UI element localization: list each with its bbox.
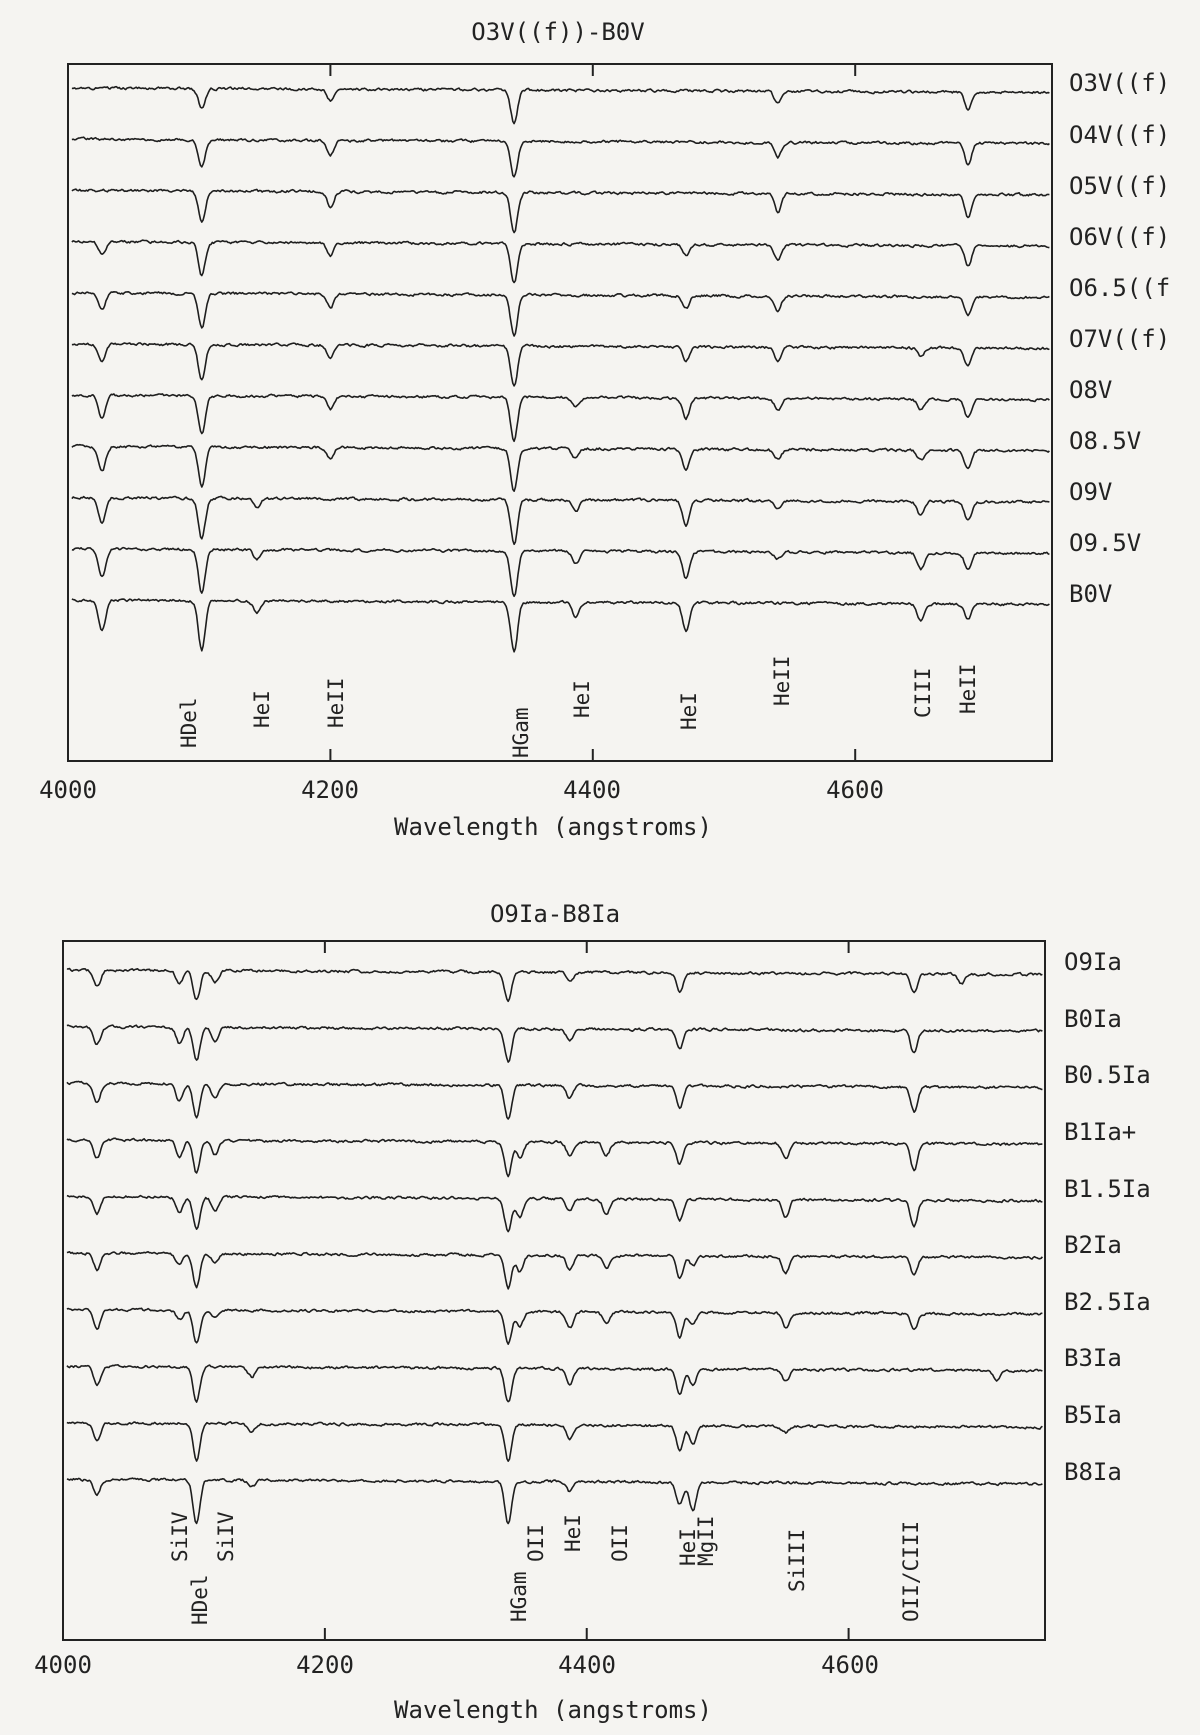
bottom-spectrum-trace-b2-5ia [67,1308,1043,1344]
bottom-x-axis-label: Wavelength (angstroms) [394,1696,712,1724]
top-spectrum-trace-o8v [72,394,1050,441]
bottom-spectrum-label-b2-5ia: B2.5Ia [1064,1288,1151,1316]
top-spectrum-trace-o3v-f [72,87,1050,124]
bottom-spectrum-label-b2ia: B2Ia [1064,1231,1122,1259]
top-line-id-hei-4144: HeI [250,690,274,728]
bottom-line-id-hdel: HDel [188,1574,212,1625]
bottom-spectrum-trace-b0-5ia [67,1081,1043,1119]
top-spectrum-label-o4v: O4V((f) [1069,121,1171,149]
top-spectrum-trace-o8-5v [72,445,1050,492]
top-spectrum-label-o6-5: O6.5((f [1069,274,1171,302]
bottom-spectrum-trace-b2ia [67,1252,1043,1289]
bottom-line-id-hei-4471: HeI [676,1528,700,1566]
top-spectrum-label-o8v: O8V [1069,376,1113,404]
top-x-axis-ticks [68,64,855,761]
top-spectrum-label-o8-5v: O8.5V [1069,427,1142,455]
top-spectrum-trace-o6v-f [72,240,1050,282]
top-spectrum-label-o7v: O7V((f) [1069,325,1171,353]
top-line-id-hei-4471: HeI [677,692,701,730]
bottom-x-tick-4200: 4200 [296,1651,354,1679]
bottom-line-id-siiv-4089: SiIV [168,1511,192,1562]
bottom-spectrum-trace-o9ia [67,969,1043,1002]
bottom-spectrum-trace-b3ia [67,1365,1043,1402]
bottom-x-tick-labels [34,1651,879,1679]
bottom-chart [34,900,1151,1724]
top-plot-frame [68,64,1052,761]
top-line-id-heii-4200: HeII [324,677,348,728]
bottom-line-id-oii-ciii: OII/CIII [899,1520,923,1622]
top-line-ids [177,655,980,758]
top-x-tick-4600: 4600 [826,776,884,804]
bottom-spectrum-label-b8ia: B8Ia [1064,1458,1122,1486]
top-chart [39,18,1170,841]
top-spectra-traces [72,87,1050,652]
top-spectrum-label-o5v: O5V((f) [1069,172,1171,200]
bottom-line-id-hgam: HGam [507,1571,531,1622]
bottom-spectrum-labels [1064,948,1151,1486]
top-spectrum-trace-o7v-f [72,343,1050,386]
top-spectrum-trace-o9v [72,496,1050,544]
bottom-spectra-traces [67,969,1043,1524]
top-x-tick-labels [39,776,884,804]
bottom-line-ids [168,1511,923,1625]
top-line-id-ciii: CIII [911,667,935,718]
top-line-id-heii-4686: HeII [956,663,980,714]
bottom-line-id-hei-4387: HeI [561,1514,585,1552]
bottom-x-tick-4000: 4000 [34,1651,92,1679]
bottom-spectrum-label-b3ia: B3Ia [1064,1344,1122,1372]
bottom-plot-frame [63,941,1045,1640]
bottom-line-id-oii-4349: OII [524,1524,548,1562]
bottom-x-tick-4600: 4600 [821,1651,879,1679]
top-line-id-hdel: HDel [177,697,201,748]
bottom-spectrum-trace-b0ia [67,1025,1043,1062]
top-line-id-hgam: HGam [509,707,533,758]
top-spectrum-labels [1069,69,1170,608]
bottom-spectrum-trace-b1-5ia [67,1196,1043,1232]
top-x-tick-4000: 4000 [39,776,97,804]
top-x-tick-4400: 4400 [563,776,621,804]
top-line-id-hei-4387: HeI [570,680,594,718]
bottom-line-id-oii-4415: OII [608,1524,632,1562]
bottom-x-tick-4400: 4400 [558,1651,616,1679]
top-x-axis-label: Wavelength (angstroms) [394,813,712,841]
top-spectrum-trace-o6-5-f [72,292,1050,336]
bottom-line-id-mgii: MgII [694,1515,718,1566]
top-spectrum-label-o6v: O6V((f) [1069,223,1171,251]
bottom-spectrum-trace-b5ia [67,1422,1043,1461]
top-spectrum-trace-o9-5v [72,548,1050,597]
bottom-spectrum-label-o9ia: O9Ia [1064,948,1122,976]
bottom-spectrum-trace-b1ia [67,1138,1043,1176]
top-spectrum-label-o3v: O3V((f) [1069,69,1171,97]
bottom-chart-title: O9Ia-B8Ia [489,900,621,928]
top-spectrum-label-o9v: O9V [1069,478,1113,506]
bottom-line-id-siiv-4116: SiIV [214,1511,238,1562]
top-x-tick-4200: 4200 [301,776,359,804]
top-spectrum-trace-o5v-f [72,189,1050,233]
bottom-spectrum-label-b0-5ia: B0.5Ia [1064,1061,1151,1089]
top-chart-title: O3V((f))-B0V [471,18,645,46]
bottom-line-id-siiii: SiIII [785,1528,809,1592]
top-spectrum-label-o9-5v: O9.5V [1069,529,1142,557]
bottom-spectrum-label-b0ia: B0Ia [1064,1005,1122,1033]
top-line-id-heii-4541: HeII [770,655,794,706]
bottom-spectrum-label-b1ia-plus: B1Ia+ [1064,1118,1137,1146]
top-spectrum-trace-o4v-f [72,137,1050,177]
bottom-spectrum-label-b5ia: B5Ia [1064,1401,1122,1429]
top-spectrum-label-b0v: B0V [1069,580,1113,608]
bottom-spectrum-label-b1-5ia: B1.5Ia [1064,1175,1151,1203]
top-spectrum-trace-b0v [72,599,1050,652]
